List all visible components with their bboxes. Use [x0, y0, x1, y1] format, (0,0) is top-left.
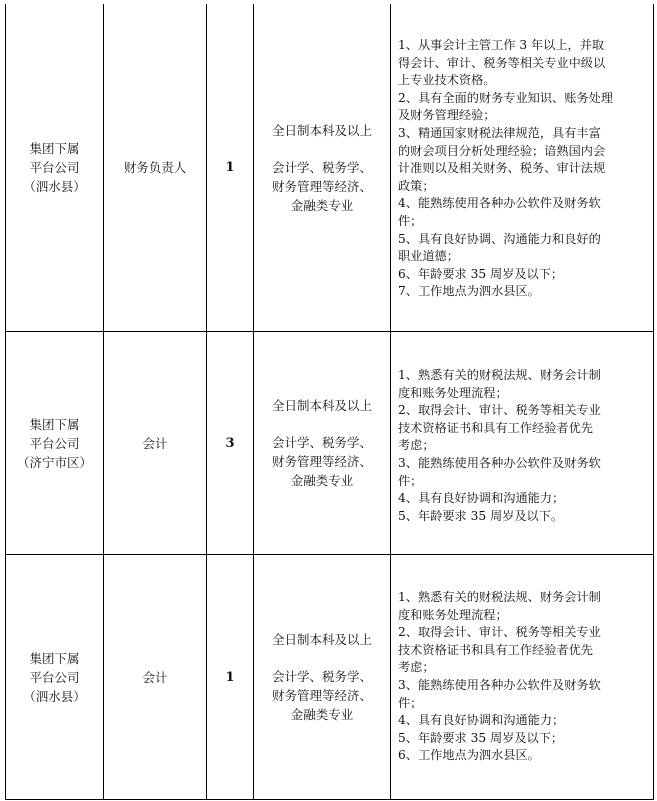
- table-row-3-education: [254, 555, 390, 799]
- major-line: 会计学、税务学、: [271, 159, 372, 175]
- major-line: 财务管理等经济、: [271, 688, 372, 703]
- unit-line: （泗水县）: [23, 688, 86, 704]
- requirement-line: 考虑；: [398, 660, 435, 675]
- major-line: 会计学、税务学、: [271, 435, 372, 450]
- major-line: 会计学、税务学、: [271, 669, 372, 684]
- requirement-line: 6、年龄要求 35 周岁及以下；: [398, 266, 564, 281]
- requirement-line: 5、具有良好协调、沟通能力和良好的: [398, 231, 601, 246]
- table-row-1-position: 财务负责人: [123, 160, 187, 175]
- requirement-line: 2、取得会计、审计、税务等相关专业: [398, 625, 601, 640]
- unit-line: （济宁市区）: [16, 454, 92, 470]
- requirement-line: 7、工作地点为泗水县区。: [398, 284, 540, 299]
- requirement-line: 职业道德；: [398, 249, 459, 264]
- requirement-line: 件；: [398, 695, 423, 710]
- requirement-line: 及财务管理经验；: [398, 108, 496, 123]
- table-row-1-requirements: [391, 4, 653, 331]
- unit-line: 平台公司: [29, 435, 80, 451]
- requirement-line: 1、熟悉有关的财税法规、财务会计制: [398, 590, 601, 604]
- table-row-2-count: 3: [225, 435, 235, 451]
- requirement-line: 技术资格证书和具有工作经验者优先: [398, 420, 593, 435]
- major-line: 财务管理等经济、: [271, 454, 372, 469]
- requirement-line: 1、从事会计主管工作 3 年以上，并取: [398, 38, 605, 52]
- major-line: 财务管理等经济、: [271, 178, 372, 194]
- requirement-line: 3、精通国家财税法律规范，具有丰富: [398, 125, 601, 140]
- table-row-3-position: 会计: [142, 669, 168, 685]
- requirement-line: 3、能熟练使用各种办公软件及财务软: [398, 677, 601, 692]
- table-row-3-unit: [6, 555, 103, 799]
- table-border-right: [653, 4, 654, 800]
- requirement-line: 5、年龄要求 35 周岁及以下。: [398, 508, 564, 523]
- requirement-line: 5、年龄要求 35 周岁及以下；: [398, 730, 564, 745]
- requirement-line: 政策；: [398, 178, 435, 193]
- unit-line: 集团下属: [29, 141, 80, 156]
- unit-line: 平台公司: [29, 160, 80, 175]
- requirement-line: 2、具有全面的财务专业知识、账务处理: [398, 90, 613, 105]
- table-row-2-position: 会计: [142, 435, 168, 451]
- requirement-line: 得会计、审计、税务等相关专业中级以: [398, 55, 606, 70]
- table-row-3-requirements: [391, 555, 653, 799]
- requirement-line: 技术资格证书和具有工作经验者优先: [398, 642, 593, 657]
- table-row-2-requirements: [391, 332, 653, 554]
- requirement-line: 度和账务处理流程；: [398, 385, 508, 400]
- education-level: 全日制本科及以上: [271, 398, 372, 413]
- table-row-2-education: [254, 332, 390, 554]
- unit-line: （泗水县）: [23, 179, 86, 194]
- requirement-line: 的财会项目分析处理经验；谙熟国内会: [398, 143, 606, 158]
- unit-line: 集团下属: [29, 650, 80, 666]
- requirement-line: 计准则以及相关财务、税务、审计法规: [398, 161, 606, 176]
- requirement-line: 2、取得会计、审计、税务等相关专业: [398, 403, 601, 418]
- requirement-line: 1、熟悉有关的财税法规、财务会计制: [398, 368, 601, 382]
- table-row-3-count: 1: [225, 669, 235, 685]
- requirement-line: 4、具有良好协调和沟通能力；: [398, 491, 565, 506]
- major-line: 金融类专业: [290, 707, 354, 722]
- table-row-2-unit: [6, 332, 103, 554]
- requirement-line: 3、能熟练使用各种办公软件及财务软: [398, 455, 601, 470]
- table-row-1-education: [254, 4, 390, 331]
- requirement-line: 件；: [398, 213, 423, 228]
- requirement-line: 4、具有良好协调和沟通能力；: [398, 713, 565, 728]
- unit-line: 集团下属: [29, 416, 80, 432]
- requirement-line: 考虑；: [398, 438, 435, 453]
- unit-line: 平台公司: [29, 669, 80, 685]
- major-line: 金融类专业: [290, 473, 354, 488]
- education-level: 全日制本科及以上: [271, 632, 372, 647]
- major-line: 金融类专业: [290, 197, 354, 213]
- requirement-line: 4、能熟练使用各种办公软件及财务软: [398, 196, 601, 211]
- requirement-line: 度和账务处理流程；: [398, 607, 508, 622]
- requirement-line: 6、工作地点为泗水县区。: [398, 748, 540, 763]
- education-level: 全日制本科及以上: [271, 122, 372, 138]
- table-border-bottom: [5, 799, 654, 800]
- table-row-1-count: 1: [225, 160, 235, 175]
- table-row-1-unit: [6, 4, 103, 331]
- requirement-line: 件；: [398, 473, 423, 488]
- requirement-line: 上专业技术资格。: [398, 73, 496, 88]
